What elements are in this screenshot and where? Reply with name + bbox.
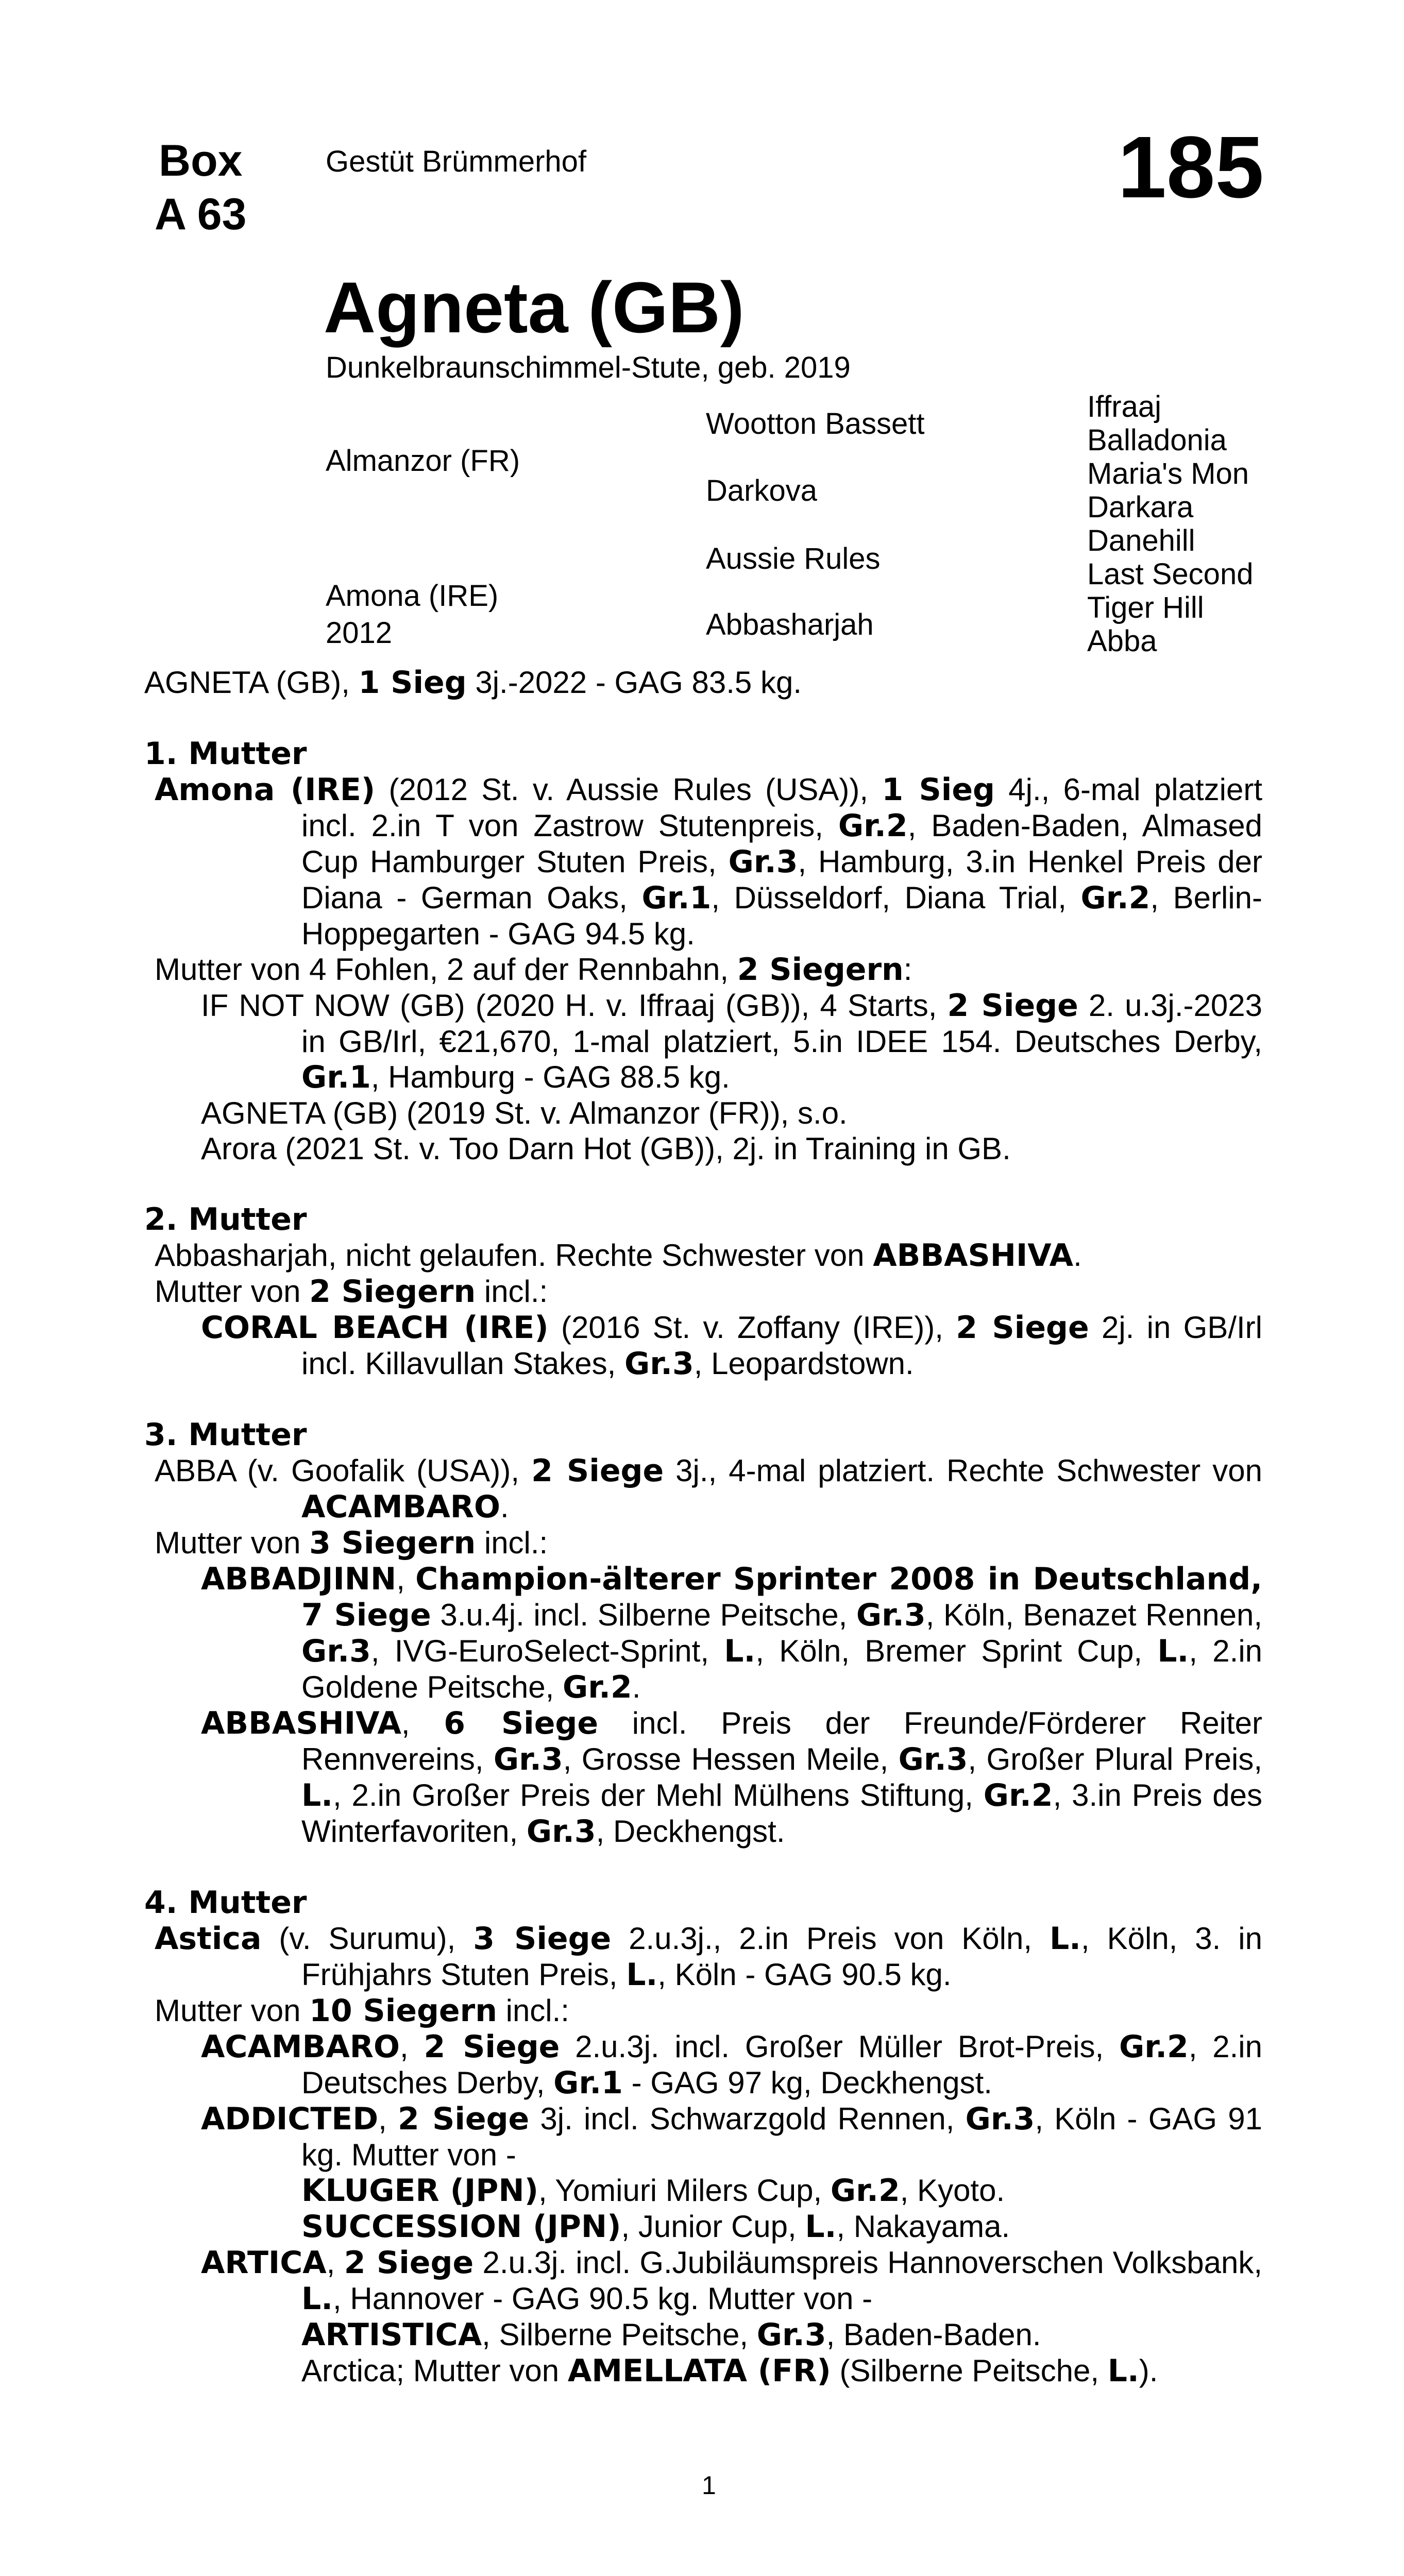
text-run: , Großer Plural Preis, (968, 1742, 1262, 1776)
text-run: , Düsseldorf, Diana Trial, (711, 880, 1081, 915)
bold-text-run: L. (1049, 1921, 1081, 1957)
pedigree-gen3-6: Last Second (1087, 557, 1254, 591)
text-run: (Silberne Peitsche, (831, 2353, 1108, 2388)
dam-section (144, 1417, 1262, 1850)
text-run: , Nakayama. (836, 2209, 1010, 2244)
section-paragraph (144, 2173, 1262, 2209)
text-run: Arora (2021 St. v. Too Darn Hot (GB)), 2j. in Training in GB. (201, 1131, 1011, 1166)
bold-text-run: ACAMBARO (201, 2029, 400, 2065)
pedigree-dam-dam: Abbasharjah (706, 608, 874, 641)
section-paragraph (144, 1705, 1262, 1850)
text-run: AGNETA (GB), (144, 665, 359, 700)
bold-text-run: 10 Siegern (309, 1993, 497, 2029)
text-run: , Grosse Hessen Meile, (563, 1742, 899, 1776)
text-run: , Köln, Bremer Sprint Cup, (755, 1634, 1158, 1668)
text-run: , 2.in Großer Preis der Mehl Mülhens Stiftung, (333, 1778, 984, 1812)
text-run: , Silberne Peitsche, (482, 2317, 757, 2352)
pedigree-gen3-5: Danehill (1087, 524, 1195, 557)
bold-text-run: L. (301, 1777, 333, 1814)
dam-sections (144, 736, 1262, 2389)
bold-text-run: Gr.2 (562, 1669, 632, 1705)
bold-text-run: 6 Siege (444, 1705, 599, 1741)
dam-section (144, 1202, 1262, 1382)
text-run: , 2.in Deutsches Derby, (301, 2029, 1263, 2100)
text-run: , Hamburg - GAG 88.5 kg. (370, 1060, 730, 1094)
bold-text-run: Gr.2 (838, 808, 908, 844)
text-run: , Junior Cup, (621, 2209, 805, 2244)
text-run: 2j. in GB/Irl incl. Killavullan Stakes, (301, 1310, 1262, 1381)
bold-text-run: Astica (155, 1921, 262, 1957)
text-run: , (326, 2245, 344, 2280)
bold-text-run: 2 Siege (956, 1310, 1089, 1346)
pedigree-gen3-2: Balladonia (1087, 423, 1227, 457)
bold-text-run: Gr.2 (1080, 880, 1151, 916)
section-paragraph (144, 988, 1262, 1095)
section-paragraph (144, 1238, 1262, 1274)
text-run: , Köln, 3. in Frühjahrs Stuten Preis, (301, 1921, 1262, 1992)
text-run: , 2.in Goldene Peitsche, (301, 1634, 1263, 1704)
bold-text-run: 1 Sieg (358, 665, 467, 701)
bold-text-run: Gr.1 (641, 880, 712, 916)
text-run: 2.u.3j. incl. Großer Müller Brot-Preis, (560, 2029, 1119, 2064)
section-paragraph (144, 1310, 1262, 1382)
bold-text-run: Gr.3 (965, 2101, 1035, 2137)
pedigree-gen3-7: Tiger Hill (1087, 591, 1204, 624)
text-run: Mutter von (155, 1526, 310, 1560)
text-run: , Yomiuri Milers Cup, (538, 2173, 831, 2208)
text-run: , Hamburg, 3.in Henkel Preis der Diana - German Oaks, (301, 844, 1262, 915)
text-run: 3j., 4-mal platziert. Rechte Schwester von (664, 1453, 1262, 1488)
text-run: , Kyoto. (900, 2173, 1005, 2208)
bold-text-run: KLUGER (JPN) (301, 2173, 538, 2209)
section-paragraph (144, 1561, 1262, 1705)
bold-text-run: L. (724, 1633, 756, 1669)
text-run: , 3.in Preis des Winterfavoriten, (301, 1778, 1262, 1849)
text-run: . (500, 1489, 509, 1524)
text-run: incl.: (476, 1526, 548, 1560)
bold-text-run: 3 Siegern (309, 1525, 476, 1561)
bold-text-run: AMELLATA (FR) (567, 2353, 831, 2389)
bold-text-run: Gr.3 (526, 1814, 596, 1850)
bold-text-run: L. (805, 2209, 837, 2245)
text-run: . (1073, 1238, 1082, 1273)
section-heading: 1. Mutter (144, 736, 307, 772)
bold-text-run: Gr.3 (624, 1346, 694, 1382)
text-run: ). (1139, 2353, 1158, 2388)
breeder-name: Gestüt Brümmerhof (326, 145, 587, 178)
bold-text-run: SUCCESSION (JPN) (301, 2209, 621, 2245)
pedigree-dam-sire: Aussie Rules (706, 542, 881, 575)
text-run: Mutter von (155, 1274, 310, 1309)
text-run: , Deckhengst. (596, 1814, 785, 1849)
text-run: Mutter von 4 Fohlen, 2 auf der Rennbahn, (155, 952, 737, 987)
bold-text-run: Champion-älterer Sprinter 2008 in Deutschland, 7 Siege (301, 1561, 1263, 1633)
text-run: , Leopardstown. (693, 1346, 914, 1381)
bold-text-run: 2 Siege (531, 1453, 664, 1489)
text-run: - GAG 97 kg, Deckhengst. (622, 2065, 992, 2100)
section-paragraph (144, 2209, 1262, 2245)
text-run: , Köln - GAG 91 kg. Mutter von - (301, 2102, 1262, 2172)
text-run: 3j.-2022 - GAG 83.5 kg. (466, 665, 802, 700)
bold-text-run: ARTICA (201, 2245, 327, 2281)
box-label: Box (159, 136, 243, 185)
pedigree-gen3-3: Maria's Mon (1087, 457, 1249, 490)
bold-text-run: ARTISTICA (301, 2317, 482, 2353)
bold-text-run: Gr.1 (301, 1059, 371, 1095)
section-heading: 4. Mutter (144, 1885, 307, 1921)
bold-text-run: Gr.1 (553, 2065, 623, 2101)
text-run: incl.: (476, 1274, 548, 1309)
section-paragraph (144, 1525, 1262, 1561)
horse-name: Agneta (GB) (324, 267, 745, 348)
text-run: Arctica; Mutter von (301, 2353, 568, 2388)
bold-text-run: Gr.3 (301, 1633, 371, 1669)
text-run: AGNETA (GB) (2019 St. v. Almanzor (FR)), s.o. (201, 1096, 848, 1130)
text-run: , (396, 1562, 416, 1596)
box-location (155, 134, 246, 241)
text-run: 4j., 6-mal platziert incl. 2.in T von Zastrow Stutenpreis, (301, 772, 1262, 843)
section-paragraph (144, 1274, 1262, 1310)
section-paragraph (144, 1453, 1262, 1525)
text-run: (2012 St. v. Aussie Rules (USA)), (375, 772, 882, 807)
text-run: : (903, 952, 912, 987)
section-paragraph (144, 2101, 1262, 2173)
text-run: , Köln - GAG 90.5 kg. (657, 1957, 952, 1992)
text-run: ABBA (v. Goofalik (USA)), (155, 1453, 532, 1488)
bold-text-run: Gr.3 (898, 1741, 968, 1777)
text-run: , Köln, Benazet Rennen, (925, 1598, 1262, 1632)
section-paragraph (144, 1993, 1262, 2029)
bold-text-run: CORAL BEACH (IRE) (201, 1310, 549, 1346)
text-run: , Berlin-Hoppegarten - GAG 94.5 kg. (301, 880, 1262, 951)
text-run: (2016 St. v. Zoffany (IRE)), (548, 1310, 956, 1345)
horse-description: Dunkelbraunschimmel-Stute, geb. 2019 (326, 351, 851, 384)
pedigree-sire-sire: Wootton Bassett (706, 407, 925, 440)
pedigree-gen3-8: Abba (1087, 624, 1157, 658)
text-run: Mutter von (155, 1993, 310, 2028)
section-paragraph (144, 1921, 1262, 1993)
text-run: , (400, 2029, 424, 2064)
text-run: 2. u.3j.-2023 in GB/Irl, €21,670, 1-mal platziert, 5.in IDEE 154. Deutsches Derby, (301, 988, 1262, 1059)
text-run: , IVG-EuroSelect-Sprint, (370, 1634, 724, 1668)
dam-section (144, 736, 1262, 1166)
bold-text-run: 3 Siege (473, 1921, 612, 1957)
section-heading: 2. Mutter (144, 1201, 307, 1238)
text-run: 3.u.4j. incl. Silberne Peitsche, (431, 1598, 856, 1632)
text-run: IF NOT NOW (GB) (2020 H. v. Iffraaj (GB)), 4 Starts, (201, 988, 948, 1023)
bold-text-run: Gr.3 (856, 1597, 926, 1633)
race-summary (144, 665, 1262, 701)
pedigree-dam: Amona (IRE) (326, 579, 499, 613)
bold-text-run: 2 Siege (397, 2101, 530, 2137)
bold-text-run: L. (626, 1957, 658, 1993)
bold-text-run: ABBASHIVA (201, 1705, 401, 1741)
bold-text-run: Gr.2 (1119, 2029, 1189, 2065)
pedigree-gen3-4: Darkara (1087, 490, 1194, 524)
text-run: , Baden-Baden. (826, 2317, 1041, 2352)
bold-text-run: Gr.3 (728, 844, 798, 880)
page-number: 1 (702, 2471, 716, 2500)
section-paragraph (144, 1131, 1262, 1166)
bold-text-run: ABBASHIVA (873, 1238, 1074, 1274)
bold-text-run: Gr.3 (493, 1741, 563, 1777)
catalog-text (144, 665, 1262, 2389)
text-run: . (632, 1670, 641, 1704)
text-run: , (378, 2102, 398, 2136)
text-run: , Baden-Baden, Almased Cup Hamburger Stuten Preis, (301, 808, 1263, 879)
section-paragraph (144, 2353, 1262, 2389)
bold-text-run: 2 Siegern (309, 1274, 476, 1310)
bold-text-run: 2 Siegern (737, 952, 904, 988)
text-run: 2.u.3j. incl. G.Jubiläumspreis Hannoverschen Volksbank, (473, 2245, 1262, 2280)
section-paragraph (144, 952, 1262, 988)
bold-text-run: ACAMBARO (301, 1489, 500, 1525)
bold-text-run: Gr.3 (756, 2317, 826, 2353)
bold-text-run: 2 Siege (947, 988, 1078, 1024)
section-heading: 3. Mutter (144, 1417, 307, 1453)
bold-text-run: L. (1157, 1633, 1189, 1669)
text-run: (v. Surumu), (261, 1921, 473, 1956)
pedigree-sire: Almanzor (FR) (326, 444, 520, 478)
text-run: 3j. incl. Schwarzgold Rennen, (529, 2102, 966, 2136)
text-run: incl. Preis der Freunde/Förderer Reiter Rennvereins, (301, 1706, 1262, 1776)
bold-text-run: Gr.2 (830, 2173, 900, 2209)
text-run: 2.u.3j., 2.in Preis von Köln, (611, 1921, 1050, 1956)
pedigree-dam-year: 2012 (326, 616, 393, 650)
bold-text-run: ABBADJINN (201, 1561, 397, 1597)
section-paragraph (144, 772, 1262, 952)
pedigree-gen3-1: Iffraaj (1087, 390, 1162, 423)
box-number: A 63 (155, 190, 247, 239)
bold-text-run: L. (1107, 2353, 1139, 2389)
bold-text-run: Amona (IRE) (155, 772, 376, 808)
dam-section (144, 1885, 1262, 2389)
lot-number: 185 (1118, 118, 1264, 216)
section-paragraph (144, 2245, 1262, 2317)
text-run: Abbasharjah, nicht gelaufen. Rechte Schwester von (155, 1238, 873, 1273)
section-paragraph (144, 2029, 1262, 2101)
pedigree-sire-dam: Darkova (706, 474, 817, 507)
bold-text-run: 2 Siege (424, 2029, 560, 2065)
section-paragraph (144, 1095, 1262, 1131)
text-run: , Hannover - GAG 90.5 kg. Mutter von - (333, 2281, 873, 2316)
text-run: , (401, 1706, 444, 1740)
bold-text-run: 2 Siege (344, 2245, 474, 2281)
text-run: incl.: (497, 1993, 569, 2028)
bold-text-run: Gr.2 (983, 1777, 1053, 1814)
bold-text-run: ADDICTED (201, 2101, 379, 2137)
bold-text-run: 1 Sieg (882, 772, 995, 808)
bold-text-run: L. (301, 2281, 333, 2317)
section-paragraph (144, 2317, 1262, 2353)
